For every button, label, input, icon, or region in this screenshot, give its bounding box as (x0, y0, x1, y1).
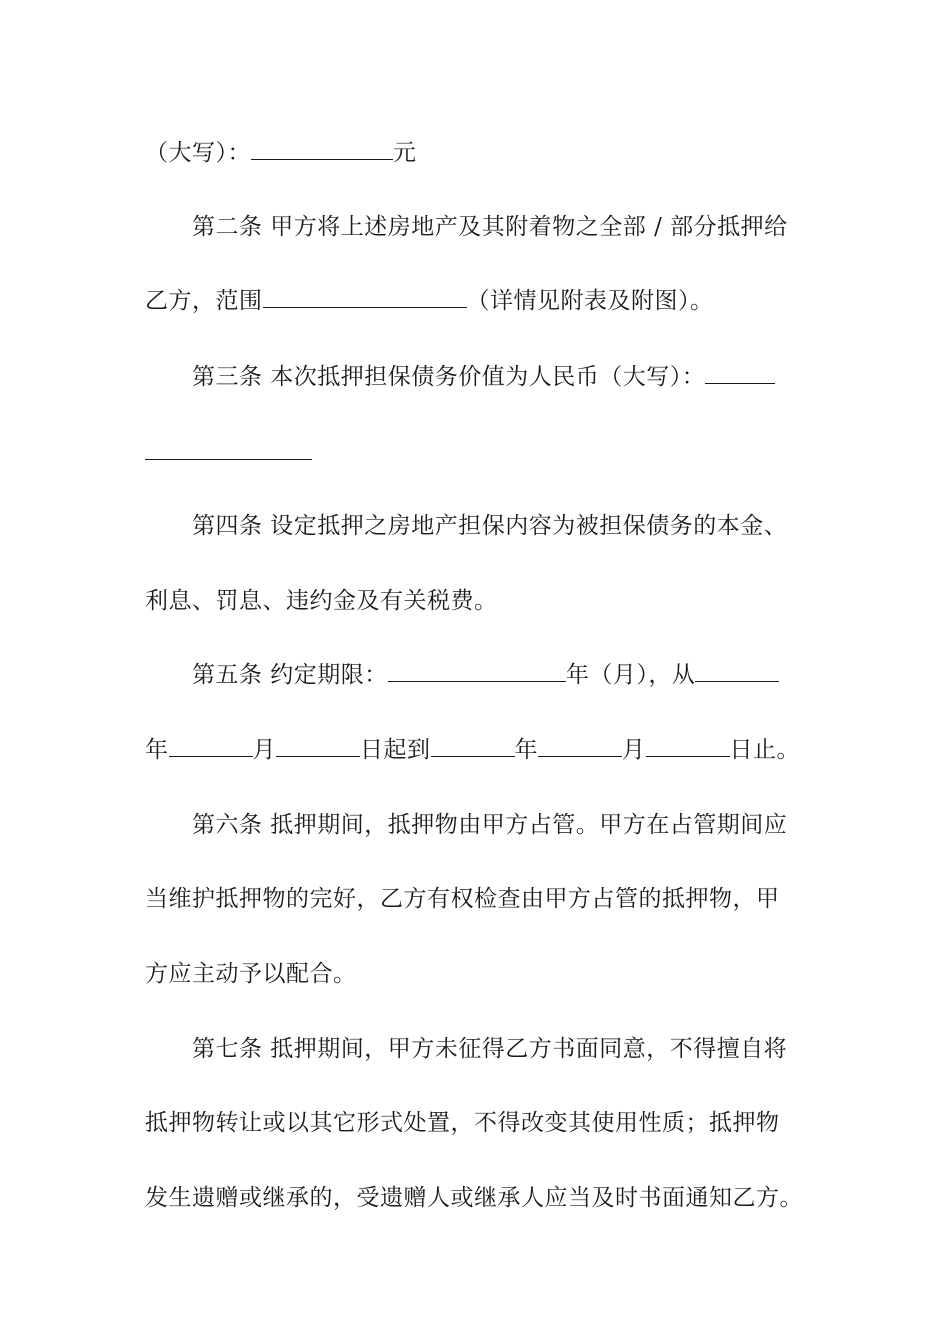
text-segment: 方应主动予以配合。 (145, 961, 357, 987)
text-segment: 日起到 (360, 737, 431, 763)
article-5-line-1 (192, 660, 807, 690)
article-7-line-3 (145, 1183, 807, 1213)
text-segment: 年 (145, 737, 169, 763)
text-segment: 年 (514, 737, 538, 763)
text-segment: 月 (252, 737, 276, 763)
text-segment: 抵押物转让或以其它形式处置，不得改变其使用性质；抵押物 (145, 1110, 780, 1136)
text-segment: 第五条 约定期限： (192, 662, 388, 688)
text-segment: 第四条 设定抵押之房地产担保内容为被担保债务的本金、 (192, 513, 788, 539)
blank-field (169, 736, 253, 757)
amount-line (145, 138, 807, 168)
text-segment: 利息、罚息、违约金及有关税费。 (145, 588, 498, 614)
text-segment: 发生遗赠或继承的，受遗赠人或继承人应当及时书面通知乙方。 (145, 1185, 803, 1211)
blank-field (538, 736, 622, 757)
blank-field (388, 661, 566, 682)
text-segment: 第六条 抵押期间，抵押物由甲方占管。甲方在占管期间应 (192, 812, 788, 838)
text-segment: 第三条 本次抵押担保债务价值为人民币（大写）： (192, 364, 706, 390)
text-segment: 日止。 (729, 737, 800, 763)
blank-field (276, 736, 360, 757)
blank-field (145, 459, 312, 460)
blank-field (263, 287, 467, 308)
text-segment: 当维护抵押物的完好，乙方有权检查由甲方占管的抵押物，甲 (145, 886, 780, 912)
text-segment: （大写）： (145, 140, 251, 166)
text-segment: 第七条 抵押期间，甲方未征得乙方书面同意，不得擅自将 (192, 1036, 788, 1062)
blank-field (251, 139, 393, 160)
text-segment: 月 (622, 737, 646, 763)
text-segment: 第二条 甲方将上述房地产及其附着物之全部 / 部分抵押给 (192, 214, 788, 240)
text-segment: 元 (393, 140, 417, 166)
blank-field (705, 363, 775, 384)
article-4-line-2 (145, 586, 807, 616)
article-7-line-1 (192, 1034, 807, 1064)
article-3-line-1 (192, 362, 807, 392)
blank-field (646, 736, 730, 757)
article-4-line-1 (192, 511, 807, 541)
article-7-line-2 (145, 1108, 807, 1138)
article-2-line-1 (192, 212, 807, 242)
article-2-line-2 (145, 286, 807, 316)
blank-field (431, 736, 515, 757)
blank-field (695, 661, 779, 682)
text-segment: 乙方，范围 (145, 288, 263, 314)
article-5-line-2 (145, 735, 807, 765)
article-6-line-3 (145, 959, 807, 989)
text-segment: 年（月），从 (565, 662, 696, 688)
article-6-line-1 (192, 810, 807, 840)
article-6-line-2 (145, 884, 807, 914)
text-segment: （详情见附表及附图）。 (466, 288, 714, 314)
